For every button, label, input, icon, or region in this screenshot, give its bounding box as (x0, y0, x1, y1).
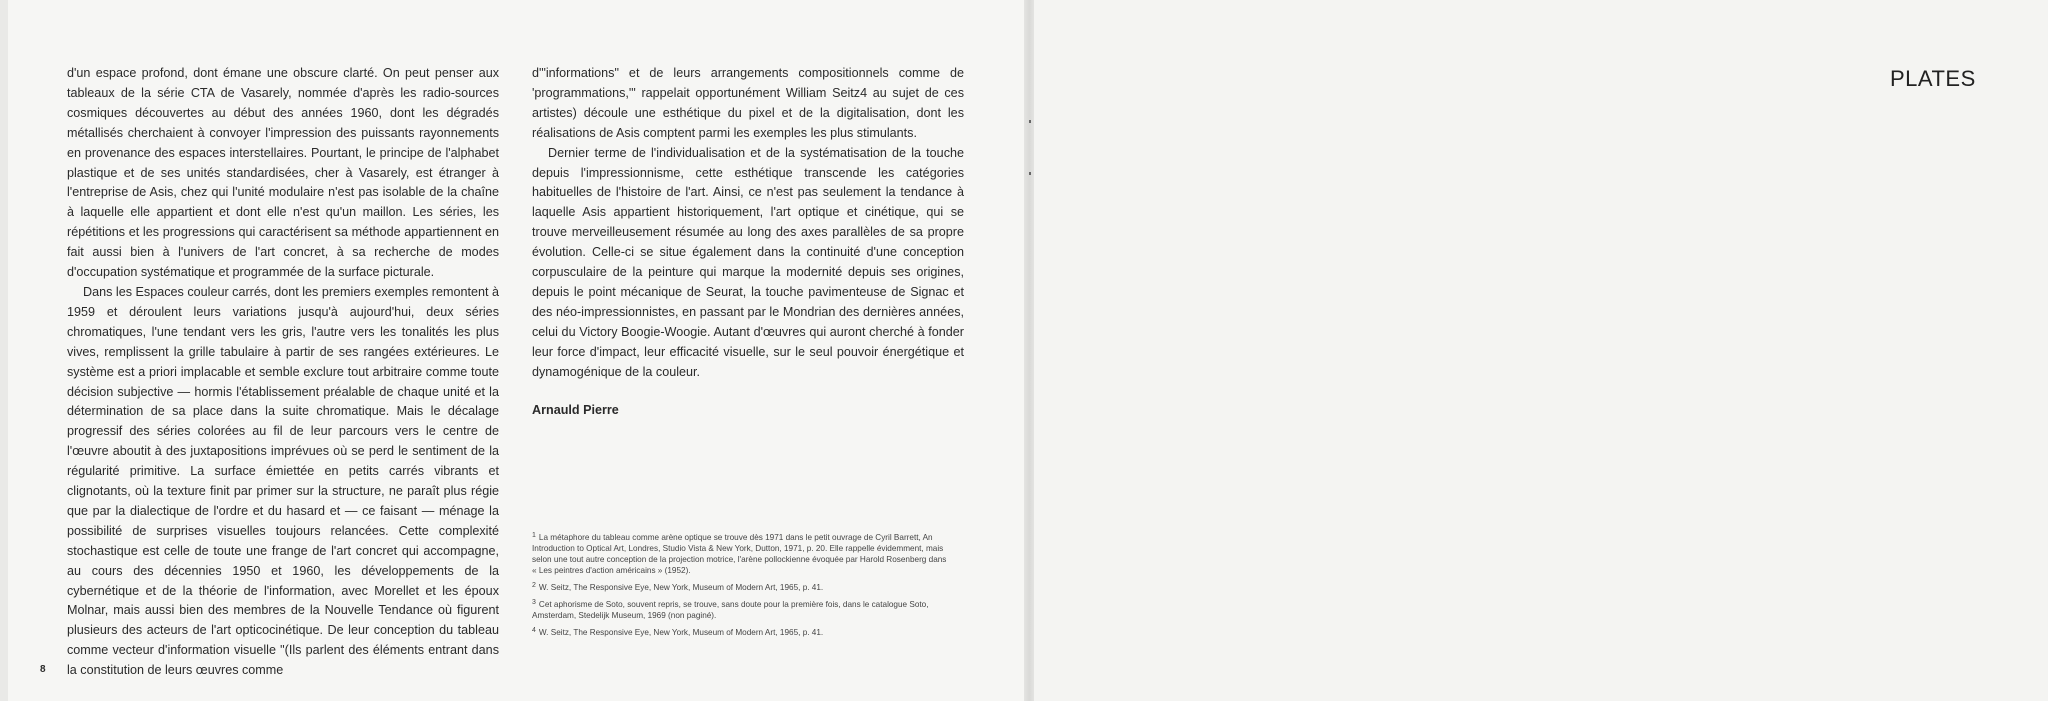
footnote-text: W. Seitz, The Responsive Eye, New York, Museum of Modern Art, 1965, p. 41. (538, 583, 824, 592)
footnote-number: 3 (532, 599, 536, 606)
paragraph: Dernier terme de l'individualisation et de la systématisation de la touche depuis l'impressionnisme, cette esthétique transcende les catégories habituelles de l'histoire de l'art. Ainsi, ce n'est pas seulement la tendance à laquelle Asis appartient historiquement, l'art optique et cinétique, qui se trouve merveilleusement résumée au long des axes parallèles de sa propre évolution. Celle-ci se situe également dans la continuité d'une conception corpusculaire de la peinture qui marque la modernité depuis ses origines, depuis le point mécanique de Seurat, la touche pavimenteuse de Signac et des néo-impressionnistes, en passant par le Mondrian des dernières années, celui du Victory Boogie-Woogie. Autant d'œuvres qui auront cherché à fonder leur force d'impact, leur efficacité visuelle, sur le seul pouvoir énergétique et dynamogénique de la couleur. (532, 145, 964, 379)
footnote (532, 625, 950, 638)
section-title: PLATES (1890, 66, 1976, 91)
page-number: 8 (40, 664, 46, 675)
footnote (532, 597, 950, 621)
footnote-text: W. Seitz, The Responsive Eye, New York, Museum of Modern Art, 1965, p. 41. (538, 628, 824, 637)
gutter-mark (1029, 120, 1031, 123)
footnote (532, 530, 950, 576)
right-page (1034, 0, 2048, 701)
paragraph: d'un espace profond, dont émane une obscure clarté. On peut penser aux tableaux de la série CTA de Vasarely, nommée d'après les radio-sources cosmiques découvertes au début des années 1960, dont les dégradés métallisés cherchaient à convoyer l'impression des puissants rayonnements en provenance des espaces interstellaires. Pourtant, le principe de l'alphabet plastique et de ses unités standardisées, cher à Vasarely, est étranger à l'entreprise de Asis, chez qui l'unité modulaire n'est pas isolable de la chaîne à laquelle elle appartient et dont elle n'est qu'un maillon. Les séries, les répétitions et les progressions qui caractérisent sa méthode appartiennent en fait aussi bien à l'univers de l'art concret, à sa recherche de modes d'occupation systématique et programmée de la surface picturale. (67, 66, 499, 280)
footnote-number: 1 (532, 532, 536, 539)
text-column-left (67, 64, 499, 681)
footnote-number: 4 (532, 627, 536, 634)
paragraph: Dans les Espaces couleur carrés, dont les premiers exemples remontent à 1959 et déroulent leurs variations jusqu'à aujourd'hui, deux séries chromatiques, l'une tendant vers les gris, l'autre vers les tonalités les plus vives, remplissent la grille tabulaire à partir de ses rangées extérieures. Le système est a priori implacable et semble exclure tout arbitraire comme toute décision subjective — hormis l'établissement préalable de chaque unité et la détermination de sa place dans la suite chromatique. Mais le décalage progressif des séries colorées au fil de leur parcours vers le centre de l'œuvre aboutit à des juxtapositions imprévues où se perd le sentiment de la régularité primitive. La surface émiettée en petits carrés vibrants et clignotants, où la texture finit par primer sur la structure, ne paraît plus régie que par la dialectique de l'ordre et du hasard et — ce faisant — ménage la possibilité de surprises visuelles toujours relancées. Cette complexité stochastique est celle de toute une frange de l'art concret qui accompagne, au cours des décennies 1950 et 1960, les développements de la cybernétique et de la théorie de l'information, avec Morellet et les époux Molnar, mais aussi bien des membres de la Nouvelle Tendance où figurent plusieurs des acteurs de l'art opticocinétique. De leur conception du tableau comme vecteur d'information visuelle "(Ils parlent des éléments entrant dans la constitution de leurs œuvres comme (67, 284, 499, 678)
text-column-right (532, 64, 964, 420)
footnote-text: La métaphore du tableau comme arène optique se trouve dès 1971 dans le petit ouvrage de Cyril Barrett, An Introduction to Optical Art, Londres, Studio Vista & New York, Dutton, 1971, p. 20. Elle rappelle évidemment, mais selon une tout autre conception de la projection motrice, l'arène pollockienne évoquée par Harold Rosenberg dans « Les peintres d'action américains » (1952). (532, 533, 947, 575)
gutter-mark (1029, 172, 1031, 175)
footnote-text: Cet aphorisme de Soto, souvent repris, se trouve, sans doute pour la première fois, dans le catalogue Soto, Amsterdam, Stedelijk Museum, 1969 (non paginé). (532, 600, 929, 620)
footnote-number: 2 (532, 582, 536, 589)
footnotes (532, 530, 950, 642)
paragraph: d'"informations" et de leurs arrangements compositionnels comme de 'programmations,'" rappelait opportunément William Seitz4 au sujet de ces artistes) découle une esthétique du pixel et de la digitalisation, dont les réalisations de Asis comptent parmi les exemples les plus stimulants. (532, 66, 964, 140)
footnote (532, 580, 950, 593)
author-signature: Arnauld Pierre (532, 402, 619, 417)
